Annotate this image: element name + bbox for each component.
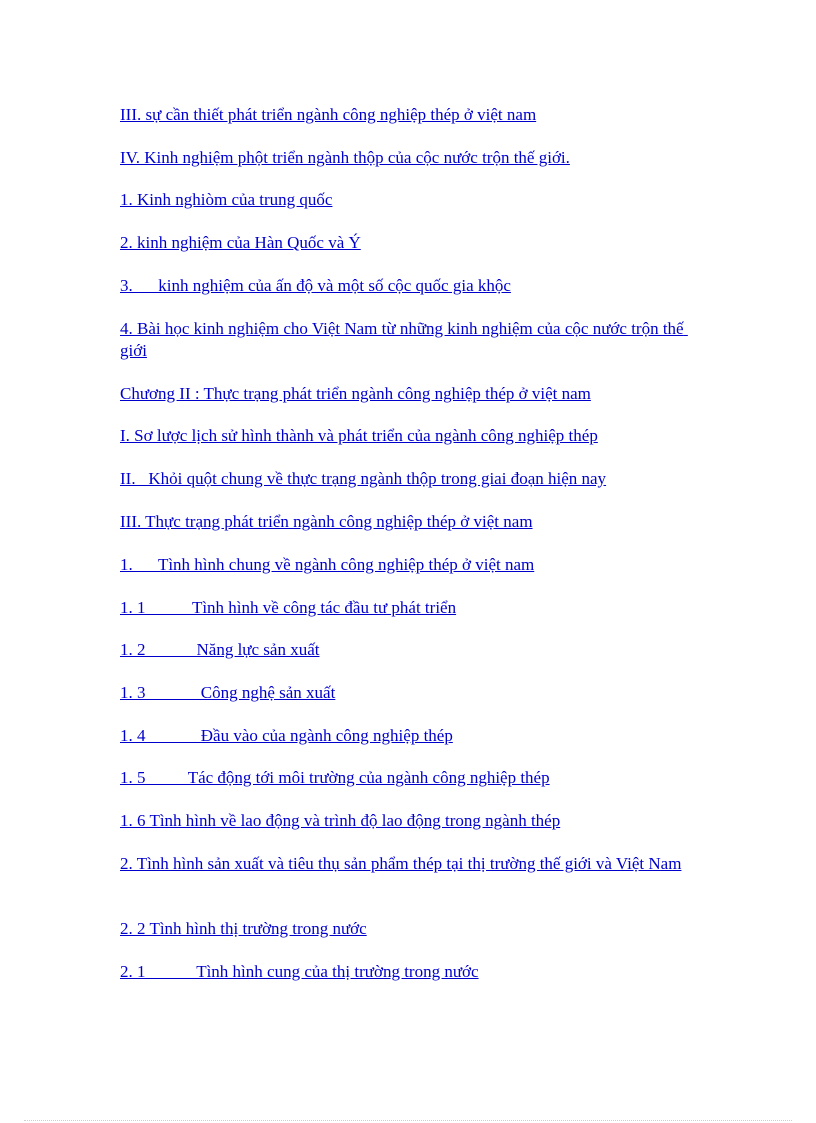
toc-link-1-4-inputs[interactable]: 1. 4 Đầu vào của ngành công nghiệp thép [120, 726, 453, 745]
toc-link-1-china[interactable]: 1. Kinh nghiòm của trung quốc [120, 190, 333, 209]
toc-link-iv-experience[interactable]: IV. Kinh nghiệm phột triển ngành thộp của cộc nước trộn thế giới. [120, 148, 570, 167]
toc-link-iii-status[interactable]: III. Thực trạng phát triển ngành công nghiệp thép ở việt nam [120, 512, 533, 531]
toc-link-chapter-ii[interactable]: Chương II : Thực trạng phát triển ngành công nghiệp thép ở việt nam [120, 384, 591, 403]
toc-link-iii-necessity[interactable]: III. sự cần thiết phát triển ngành công nghiệp thép ở việt nam [120, 105, 537, 124]
toc-link-2-production[interactable]: 2. Tình hình sản xuất và tiêu thụ sản phẩm thép tại thị trường thế giới và Việt Nam [120, 854, 682, 873]
toc-link-1-3-technology[interactable]: 1. 3 Công nghệ sản xuất [120, 683, 336, 702]
toc-link-2-2-domestic-market[interactable]: 2. 2 Tình hình thị trường trong nước [120, 919, 367, 938]
page-bottom-edge [24, 1120, 792, 1121]
toc-link-1-1-investment[interactable]: 1. 1 Tình hình về công tác đầu tư phát triển [120, 598, 457, 617]
toc-link-1-general[interactable]: 1. Tình hình chung về ngành công nghiệp thép ở việt nam [120, 555, 535, 574]
toc-link-ii-overview[interactable]: II. Khỏi quột chung về thực trạng ngành thộp trong giai đoạn hiện nay [120, 469, 607, 488]
toc-link-2-korea-italy[interactable]: 2. kinh nghiệm của Hàn Quốc và Ý [120, 233, 361, 252]
toc-link-i-history[interactable]: I. Sơ lược lịch sử hình thành và phát triển của ngành công nghiệp thép [120, 426, 598, 445]
toc-link-1-2-capacity[interactable]: 1. 2 Năng lực sản xuất [120, 640, 320, 659]
toc-link-3-india-others[interactable]: 3. kinh nghiệm của ấn độ và một số cộc quốc gia khộc [120, 276, 511, 295]
toc-link-1-6-labor[interactable]: 1. 6 Tình hình về lao động và trình độ lao động trong ngành thép [120, 811, 561, 830]
toc-link-1-5-environment[interactable]: 1. 5 Tác động tới môi trường của ngành công nghiệp thép [120, 768, 550, 787]
toc-link-2-1-supply[interactable]: 2. 1 Tình hình cung của thị trường trong nước [120, 962, 479, 981]
toc-link-4-lessons[interactable]: 4. Bài học kinh nghiệm cho Việt Nam từ những kinh nghiệm của cộc nước trộn thế giới [120, 319, 688, 360]
